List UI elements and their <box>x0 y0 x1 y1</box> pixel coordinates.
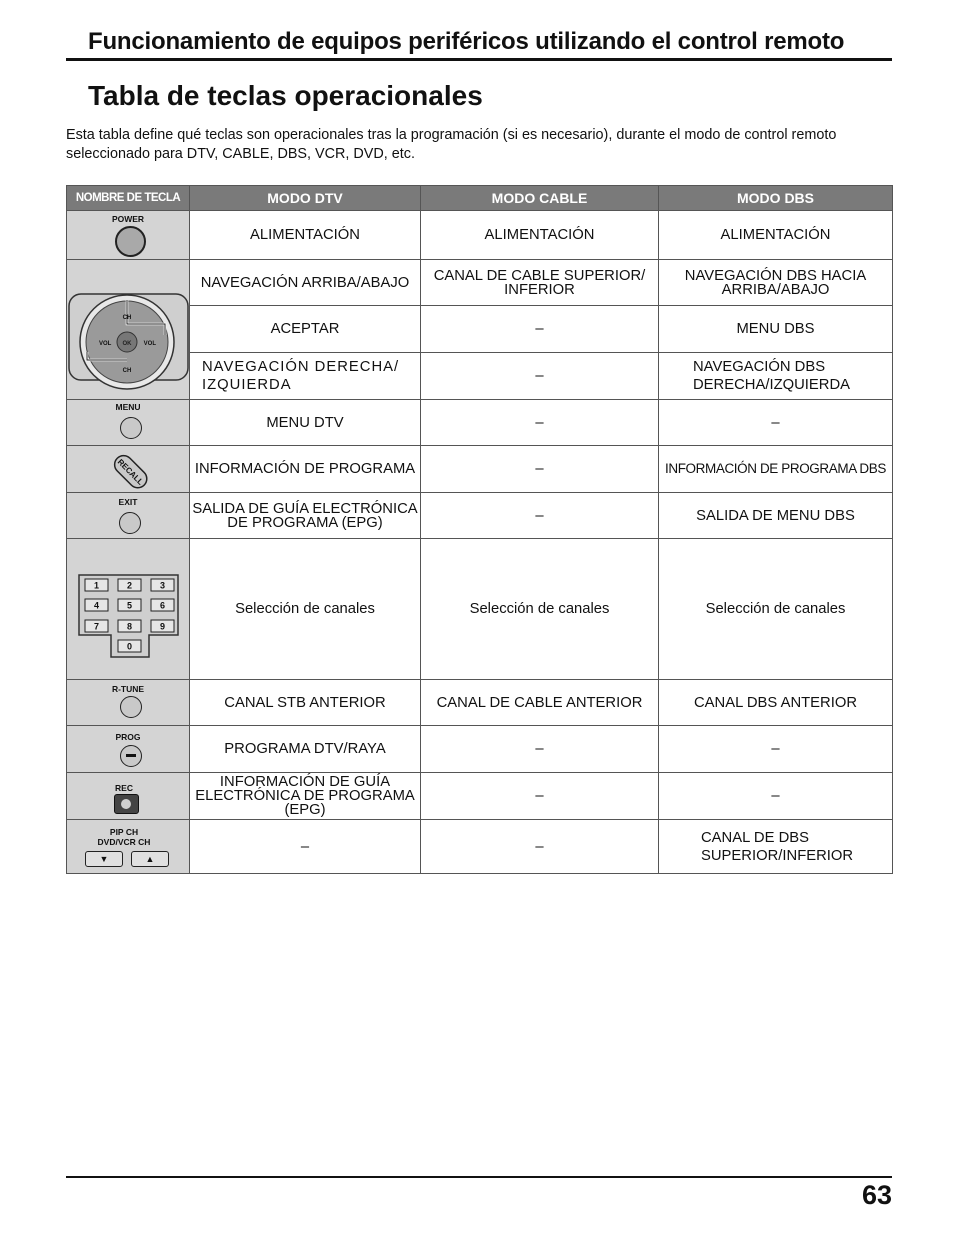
cable-cell: – <box>421 493 659 539</box>
dtv-cell: NAVEGACIÓN ARRIBA/ABAJO <box>190 260 421 306</box>
chevron-up-icon: ▲ <box>131 851 169 867</box>
power-button-icon <box>115 226 146 257</box>
nav-pad-key-cell <box>67 260 190 400</box>
exit-button-icon <box>119 512 141 534</box>
pip-key-label-line1: PIP CH <box>109 827 139 837</box>
rec-key-label: REC <box>115 783 133 793</box>
dbs-cell: INFORMACIÓN DE PROGRAMA DBS <box>659 446 893 493</box>
dtv-cell: ACEPTAR <box>190 306 421 353</box>
cable-cell: – <box>421 820 659 874</box>
ch-down-label: CH <box>122 368 132 374</box>
numpad-key-8-label: 8 <box>126 621 133 632</box>
power-key-cell <box>67 211 190 260</box>
intro-paragraph: Esta tabla define qué teclas son operacionales tras la programación (si es necesario), durante el modo de control remoto seleccionado para DTV, CABLE, DBS, VCR, DVD, etc. <box>66 127 837 162</box>
numpad-key-0-label: 0 <box>126 641 133 652</box>
header-cable: MODO CABLE <box>421 186 659 211</box>
rtune-key-label: R-TUNE <box>111 684 145 694</box>
ch-up-label: CH <box>122 315 132 321</box>
exit-key-cell <box>67 493 190 539</box>
cable-cell: – <box>421 400 659 446</box>
dtv-cell: ALIMENTACIÓN <box>190 211 421 260</box>
dbs-cell: – <box>659 773 893 820</box>
exit-key-label: EXIT <box>118 497 138 507</box>
numpad-key-9-label: 9 <box>159 621 166 632</box>
numpad-key-6-label: 6 <box>159 600 166 611</box>
dtv-cell: INFORMACIÓN DE GUÍA ELECTRÓNICA DE PROGRAMA (EPG) <box>190 773 421 820</box>
table-row <box>67 306 893 353</box>
numpad-key-5-label: 5 <box>126 600 133 611</box>
rtune-key-cell <box>67 680 190 726</box>
chevron-down-icon: ▼ <box>85 851 123 867</box>
prog-button-icon <box>120 745 142 767</box>
footer-rule <box>66 1176 892 1178</box>
dtv-cell: NAVEGACIÓN DERECHA/ IZQUIERDA <box>190 353 421 400</box>
dbs-cell: NAVEGACIÓN DBS HACIA ARRIBA/ABAJO <box>659 260 893 306</box>
dbs-cell: CANAL DE DBS SUPERIOR/INFERIOR <box>659 820 893 874</box>
menu-button-icon <box>120 417 142 439</box>
page-number: 63 <box>861 1180 892 1210</box>
dtv-cell: MENU DTV <box>190 400 421 446</box>
menu-key-label: MENU <box>115 402 141 412</box>
header-title: Funcionamiento de equipos periféricos utilizando el control remoto <box>88 28 845 55</box>
prog-key-label: PROG <box>115 732 141 742</box>
cable-cell: – <box>421 726 659 773</box>
cable-cell: Selección de canales <box>421 539 659 680</box>
numpad-key-3-label: 3 <box>159 580 166 591</box>
numpad-key-2-label: 2 <box>126 580 133 591</box>
dtv-cell: – <box>190 820 421 874</box>
numpad-key-4-label: 4 <box>93 600 100 611</box>
dbs-cell: CANAL DBS ANTERIOR <box>659 680 893 726</box>
cable-cell: – <box>421 353 659 400</box>
table-row <box>67 773 893 820</box>
dbs-cell: NAVEGACIÓN DBS DERECHA/IZQUIERDA <box>659 353 893 400</box>
header-key-name: NOMBRE DE TECLA <box>67 186 190 211</box>
dtv-cell: Selección de canales <box>190 539 421 680</box>
vol-right-label: VOL <box>143 341 156 347</box>
table-row <box>67 353 893 400</box>
numpad-icon <box>67 539 190 680</box>
cable-cell: ALIMENTACIÓN <box>421 211 659 260</box>
dbs-cell: – <box>659 400 893 446</box>
power-key-label: POWER <box>111 214 145 224</box>
record-dot-icon <box>121 799 131 809</box>
table-row <box>67 260 893 306</box>
table-row <box>67 680 893 726</box>
table-row <box>67 539 893 680</box>
dbs-cell: MENU DBS <box>659 306 893 353</box>
section-title: Tabla de teclas operacionales <box>88 80 483 111</box>
table-row <box>67 446 893 493</box>
navigation-pad-icon <box>67 260 190 400</box>
dbs-cell: SALIDA DE MENU DBS <box>659 493 893 539</box>
dbs-cell: – <box>659 726 893 773</box>
recall-key-label: RECALL <box>115 457 146 487</box>
pip-key-label <box>63 827 185 847</box>
header-dtv: MODO DTV <box>190 186 421 211</box>
cable-cell: – <box>421 306 659 353</box>
recall-key-cell <box>67 446 190 493</box>
dtv-cell: SALIDA DE GUÍA ELECTRÓNICA DE PROGRAMA (EPG) <box>190 493 421 539</box>
recall-button-icon <box>67 446 190 493</box>
rec-key-cell <box>67 773 190 820</box>
pip-ch-key-cell <box>67 820 190 874</box>
table-header-row <box>67 186 893 211</box>
vol-left-label: VOL <box>99 341 112 347</box>
table-row <box>67 726 893 773</box>
rtune-button-icon <box>120 696 142 718</box>
prog-key-cell <box>67 726 190 773</box>
operational-keys-table <box>66 185 893 874</box>
cable-cell: CANAL DE CABLE SUPERIOR/ INFERIOR <box>421 260 659 306</box>
cable-cell: CANAL DE CABLE ANTERIOR <box>421 680 659 726</box>
header-rule <box>66 58 892 61</box>
dtv-cell: CANAL STB ANTERIOR <box>190 680 421 726</box>
table-row <box>67 493 893 539</box>
pip-key-label-line2: DVD/VCR CH <box>97 837 151 847</box>
rec-button-icon <box>114 794 139 814</box>
minus-icon <box>126 754 136 757</box>
numpad-key-1-label: 1 <box>93 580 100 591</box>
numpad-key-7-label: 7 <box>93 621 100 632</box>
dbs-cell: Selección de canales <box>659 539 893 680</box>
numpad-key-cell <box>67 539 190 680</box>
dtv-cell: INFORMACIÓN DE PROGRAMA <box>190 446 421 493</box>
table-row <box>67 211 893 260</box>
table-row <box>67 820 893 874</box>
cable-cell: – <box>421 446 659 493</box>
dbs-cell: ALIMENTACIÓN <box>659 211 893 260</box>
menu-key-cell <box>67 400 190 446</box>
cable-cell: – <box>421 773 659 820</box>
table-row <box>67 400 893 446</box>
header-dbs: MODO DBS <box>659 186 893 211</box>
dtv-cell: PROGRAMA DTV/RAYA <box>190 726 421 773</box>
ok-label: OK <box>122 341 132 347</box>
